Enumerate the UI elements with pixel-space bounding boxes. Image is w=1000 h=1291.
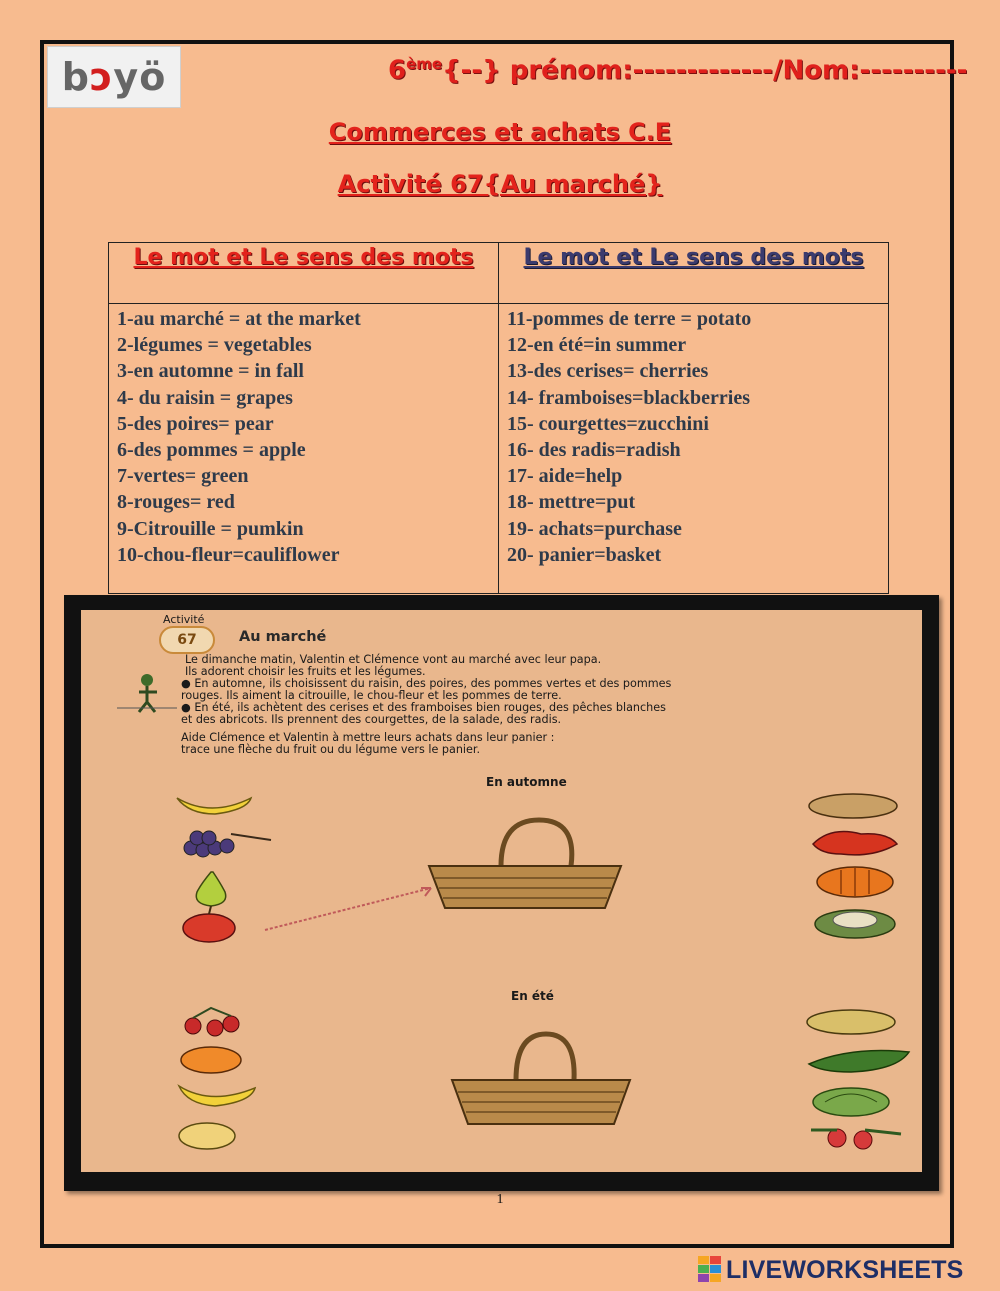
pepper-icon — [813, 832, 897, 855]
activity-title: Activité 67{Au marché} — [337, 170, 663, 198]
vocab-item: 16- des radis=radish — [507, 439, 681, 462]
vocab-item: 7-vertes= green — [117, 465, 249, 488]
arrow-icon — [261, 880, 441, 940]
potato-icon — [807, 1010, 895, 1034]
name-fields: {--} prénom:-------------/Nom:---------- — [442, 55, 968, 86]
potato-icon — [809, 794, 897, 818]
ws-autumn-line-1: ● En automne, ils choisissent du raisin, des poires, des pommes vertes et des pommes — [181, 677, 672, 690]
ws-intro-2: Ils adorent choisir les fruits et les légumes. — [185, 665, 426, 678]
ws-summer-line-1: ● En été, ils achètent des cerises et des framboises bien rouges, des pêches blanches — [181, 701, 666, 714]
lettuce-icon — [813, 1088, 889, 1116]
basket-icon — [421, 816, 631, 916]
ws-section-autumn: En automne — [486, 775, 567, 789]
vocab-item: 11-pommes de terre = potato — [507, 308, 752, 330]
vocab-item: 6-des pommes = apple — [117, 439, 306, 462]
right-column-header: Le mot et Le sens des mots — [499, 243, 889, 304]
page-number: 1 — [496, 1192, 504, 1207]
vocab-item: 9-Citrouille = pumkin — [117, 517, 304, 540]
pumpkin-icon — [817, 867, 893, 897]
vocabulary-table — [108, 242, 889, 594]
ws-badge-title: Au marché — [239, 629, 327, 645]
vocab-item: 12-en été=in summer — [507, 334, 687, 357]
vocab-item: 8-rouges= red — [117, 491, 235, 514]
ws-badge — [159, 626, 215, 654]
liveworksheets-brand[interactable] — [698, 1256, 964, 1284]
grapes-icon — [184, 831, 271, 857]
logo-text-right: yö — [113, 55, 167, 99]
radish-icon — [811, 1129, 901, 1149]
cherries-icon — [185, 1008, 239, 1036]
summer-fruits-group — [171, 1006, 281, 1156]
school-logo — [47, 46, 181, 108]
vocab-item: 2-légumes = vegetables — [117, 334, 312, 357]
vocab-item: 17- aide=help — [507, 465, 623, 488]
peach-icon — [179, 1123, 235, 1149]
ws-activity-label: Activité — [163, 613, 205, 626]
boy-figure-icon — [117, 670, 181, 714]
logo-text-mid: ɔ — [89, 55, 114, 99]
ws-summer-text-2: et des abricots. Ils prennent des courgettes, de la salade, des radis. — [181, 713, 562, 726]
vocab-item: 13-des cerises= cherries — [507, 360, 709, 383]
ws-instruction-2: trace une flèche du fruit ou du légume vers le panier. — [181, 743, 481, 756]
ws-section-summer: En été — [511, 989, 554, 1003]
student-header — [388, 55, 968, 91]
ws-autumn-text-2: rouges. Ils aiment la citrouille, le chou-fleur et les pommes de terre. — [181, 689, 562, 702]
ws-autumn-text-1: En automne, ils choisissent du raisin, des poires, des pommes vertes et des pommes — [194, 677, 672, 690]
vocab-item: 3-en automne = in fall — [117, 360, 304, 383]
ws-badge-number: 67 — [177, 632, 197, 648]
vocab-item: 10-chou-fleur=cauliflower — [117, 543, 340, 566]
right-vocab-cell — [499, 304, 889, 594]
vocab-item: 5-des poires= pear — [117, 412, 274, 435]
ws-instruction-1: Aide Clémence et Valentin à mettre leurs achats dans leur panier : — [181, 731, 555, 744]
cauliflower-icon — [815, 910, 895, 938]
left-column-header: Le mot et Le sens des mots — [109, 243, 499, 304]
summer-vegetables-group — [801, 1006, 916, 1156]
vocab-item: 14- framboises=blackberries — [507, 386, 751, 409]
vocab-item: 20- panier=basket — [507, 543, 662, 566]
vocab-item: 19- achats=purchase — [507, 517, 682, 540]
apricot-icon — [181, 1047, 241, 1073]
vocab-item: 1-au marché = at the market — [117, 308, 361, 330]
ws-intro-1: Le dimanche matin, Valentin et Clémence vont au marché avec leur papa. — [185, 653, 602, 666]
zucchini-icon — [809, 1051, 909, 1073]
left-vocab-cell — [109, 304, 499, 594]
grade-level: 6 — [388, 55, 407, 86]
ws-summer-text-1: En été, ils achètent des cerises et des framboises bien rouges, des pêches blanches — [194, 701, 666, 714]
worksheet-image — [81, 610, 922, 1172]
vocab-item: 15- courgettes=zucchini — [507, 412, 709, 435]
banana-icon — [179, 1086, 255, 1106]
vocab-item: 4- du raisin = grapes — [117, 386, 293, 409]
basket-icon — [446, 1030, 636, 1130]
main-title: Commerces et achats C.E — [328, 118, 672, 146]
pear-icon — [196, 872, 225, 906]
liveworksheets-logo-icon — [698, 1256, 722, 1284]
grade-level-sup: ème — [406, 55, 443, 73]
apple-icon — [183, 906, 235, 942]
left-vocab-list — [117, 306, 490, 568]
banana-icon — [177, 798, 251, 814]
vocab-item: 18- mettre=put — [507, 491, 636, 514]
autumn-vegetables-group — [801, 792, 911, 942]
liveworksheets-name: LIVEWORKSHEETS — [726, 1255, 964, 1284]
logo-text-left: b — [61, 55, 90, 99]
right-vocab-list — [507, 306, 880, 568]
